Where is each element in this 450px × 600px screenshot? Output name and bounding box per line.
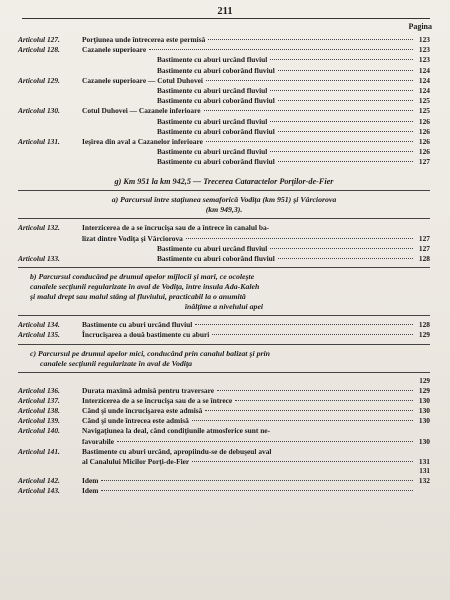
entry-text: Interzicerea de a se încrucişa sau de a se întrece xyxy=(82,395,233,405)
toc-entry xyxy=(18,406,430,416)
entry-page: 124 xyxy=(418,85,430,95)
leader-dots xyxy=(186,238,413,239)
leader-dots xyxy=(117,441,413,442)
article-label: Articolul 130. xyxy=(18,106,60,116)
section-divider xyxy=(18,344,430,345)
entry-page: 127 xyxy=(418,243,430,253)
lone-page-number: 129 xyxy=(419,376,430,385)
lone-page-number: 131 xyxy=(419,467,430,476)
entry-text: Bastimente cu aburi urcând, apropiindu-se de debuşeul aval xyxy=(82,446,272,456)
entry-text: Bastimente cu aburi urcând fluviul xyxy=(157,147,268,157)
entry-text: Încrucişarea a două bastimente cu aburi xyxy=(82,330,210,340)
toc-entries-c xyxy=(18,386,430,427)
toc-entry xyxy=(18,476,430,486)
entry-text: Cazanele superioare xyxy=(82,45,147,55)
leader-dots xyxy=(217,390,413,391)
section-b-heading-line1: b) Parcursul conducând pe drumul apelor mijlocii şi mari, ce ocoleşte xyxy=(30,272,255,282)
article-label: Articolul 137. xyxy=(18,395,60,405)
entry-text: Bastimente cu aburi coborând fluviul xyxy=(157,65,275,75)
entry-text: Idem xyxy=(82,486,99,496)
toc-entry xyxy=(18,244,430,254)
leader-dots xyxy=(204,110,413,111)
toc-entry xyxy=(18,486,430,496)
entry-page: 123 xyxy=(418,55,430,65)
entry-text: Ieşirea din aval a Cazanelor inferioare xyxy=(82,136,203,146)
toc-entry xyxy=(18,416,430,426)
leader-dots xyxy=(192,461,413,462)
entry-page: 130 xyxy=(418,395,430,405)
page-number: 211 xyxy=(217,6,233,17)
entry-page: 126 xyxy=(418,136,430,146)
toc-entry xyxy=(18,35,430,45)
toc-entry xyxy=(18,330,430,340)
entry-page: 125 xyxy=(418,106,430,116)
entry-page: 129 xyxy=(418,330,430,340)
entry-text: Interzicerea de a se încrucişa sau de a întrece în canalul ba- xyxy=(82,223,270,233)
entry-text: Bastimente cu aburi urcând fluviul xyxy=(82,320,193,330)
toc-entry-article-140 xyxy=(18,426,430,436)
entry-text: Bastimente cu aburi urcând fluviul xyxy=(157,85,268,95)
entry-text: Bastimente cu aburi coborând fluviul xyxy=(157,157,275,167)
entry-page: 123 xyxy=(418,45,430,55)
leader-dots xyxy=(270,121,413,122)
section-b-heading-line4: înălţime a nivelului apei xyxy=(184,302,264,312)
section-c-heading-line1: c) Parcursul pe drumul apelor mici, conducând prin canalul balizat şi prin xyxy=(30,348,271,358)
toc-entry xyxy=(18,396,430,406)
entry-page: 131 xyxy=(418,456,430,466)
entry-text: Bastimente cu aburi urcând fluviul xyxy=(157,243,268,253)
article-label: Articolul 128. xyxy=(18,45,60,55)
entry-page: 126 xyxy=(418,116,430,126)
toc-entry-article-132 xyxy=(18,223,430,233)
toc-entry xyxy=(18,66,430,76)
entry-page: 128 xyxy=(418,254,430,263)
toc-entry xyxy=(18,137,430,147)
toc-entry xyxy=(18,76,430,86)
toc-entry xyxy=(18,45,430,55)
leader-dots xyxy=(278,258,413,259)
entry-text: al Canalului Micilor Porţi-de-Fier xyxy=(82,456,190,466)
entry-text: Bastimente cu aburi coborând fluviul xyxy=(157,96,275,106)
entry-page: 130 xyxy=(418,416,430,426)
leader-dots xyxy=(270,248,413,249)
article-label: Articolul 139. xyxy=(18,416,60,426)
entry-page: 127 xyxy=(418,233,430,243)
entry-text: lizat dintre Vodiţa şi Vârciorova xyxy=(82,233,183,243)
article-label: Articolul 132. xyxy=(18,223,60,233)
section-a-heading-line1: a) Parcursul între staţiunea semaforică Vodiţa (km 951) şi Vârciorova xyxy=(111,195,337,205)
leader-dots xyxy=(235,400,413,401)
article-label: Articolul 131. xyxy=(18,136,60,146)
toc-entry-article-140-cont xyxy=(18,437,430,447)
entry-text: Bastimente cu aburi urcând fluviul xyxy=(157,55,268,65)
entry-page: 125 xyxy=(418,96,430,106)
leader-dots xyxy=(195,324,413,325)
toc-entry xyxy=(18,157,430,167)
section-divider xyxy=(18,218,430,219)
leader-dots xyxy=(101,490,413,491)
toc-entry xyxy=(18,320,430,330)
section-b-heading-line3: şi malul drept sau malul stâng al fluviului, practicabil la o anumită xyxy=(30,292,246,302)
article-label: Articolul 138. xyxy=(18,405,60,415)
section-a-heading-line2: (km 949,3). xyxy=(205,205,243,215)
article-label: Articolul 141. xyxy=(18,446,60,456)
leader-dots xyxy=(270,151,413,152)
leader-dots xyxy=(101,480,413,481)
leader-dots xyxy=(278,100,413,101)
entry-page: 130 xyxy=(418,436,430,446)
toc-entry xyxy=(18,386,430,396)
section-b-heading-line2: canalele secţiunii regularizate în aval de Vodiţa, între insula Ada-Kaleh xyxy=(30,282,260,292)
article-label: Articolul 140. xyxy=(18,426,60,436)
toc-entries-end xyxy=(18,476,430,496)
toc-entries-top xyxy=(18,35,430,167)
toc-entry xyxy=(18,86,430,96)
toc-entries-b xyxy=(18,320,430,340)
toc-entry xyxy=(18,127,430,137)
column-header-pagina: Pagina xyxy=(408,22,432,31)
entry-text: Idem xyxy=(82,476,99,486)
entry-page: 130 xyxy=(418,405,430,415)
entry-text: Când şi unde întrecea este admisă xyxy=(82,416,189,426)
leader-dots xyxy=(206,80,413,81)
entry-page: 124 xyxy=(418,75,430,85)
entry-page: 123 xyxy=(418,35,430,44)
section-divider xyxy=(18,190,430,191)
header-rule xyxy=(22,18,430,19)
entry-text: Durata maximă admisă pentru traversare xyxy=(82,385,215,395)
article-label: Articolul 136. xyxy=(18,385,60,395)
section-g-heading: g) Km 951 la km 942,5 — Trecerea Cataractelor Porţilor-de-Fier xyxy=(114,177,334,187)
entry-page: 132 xyxy=(418,476,430,486)
toc-entry-article-141 xyxy=(18,447,430,457)
entry-text: Navigaţiunea la deal, când condiţiunile atmosferice sunt ne- xyxy=(82,426,271,436)
toc-entry xyxy=(18,254,430,264)
leader-dots xyxy=(270,59,413,60)
leader-dots xyxy=(149,49,413,50)
leader-dots xyxy=(192,420,413,421)
section-divider xyxy=(18,372,430,373)
entry-text: Bastimente cu aburi urcând fluviul xyxy=(157,116,268,126)
leader-dots xyxy=(212,334,413,335)
entry-text: Cazanele superioare — Cotul Duhovei xyxy=(82,75,203,85)
article-label: Articolul 143. xyxy=(18,486,60,496)
entry-page: 127 xyxy=(418,157,430,167)
section-divider xyxy=(18,315,430,316)
leader-dots xyxy=(205,410,413,411)
article-label: Articolul 127. xyxy=(18,35,60,44)
entry-page: 128 xyxy=(418,320,430,330)
leader-dots xyxy=(270,90,413,91)
toc-entries-a xyxy=(18,244,430,264)
section-c-heading-line2: canalele secţiunii regularizate în aval de Vodiţa xyxy=(40,358,193,368)
table-of-contents xyxy=(18,35,430,496)
toc-entry xyxy=(18,147,430,157)
toc-entry-article-141-cont xyxy=(18,457,430,467)
entry-page: 126 xyxy=(418,147,430,157)
leader-dots xyxy=(206,141,413,142)
article-label: Articolul 133. xyxy=(18,254,60,263)
toc-entry xyxy=(18,55,430,65)
leader-dots xyxy=(278,161,413,162)
entry-text: favorabile xyxy=(82,436,115,446)
entry-text: Cotul Duhovei — Cazanele inferioare xyxy=(82,106,201,116)
leader-dots xyxy=(278,131,413,132)
article-label: Articolul 135. xyxy=(18,330,60,340)
entry-page: 126 xyxy=(418,126,430,136)
toc-entry xyxy=(18,106,430,116)
leader-dots xyxy=(208,39,413,40)
article-label: Articolul 134. xyxy=(18,320,60,330)
entry-page: 124 xyxy=(418,65,430,75)
entry-text: Bastimente cu aburi coborând fluviul xyxy=(157,254,275,263)
entry-text: Porţiunea unde întrecerea este permisă xyxy=(82,35,206,44)
article-label: Articolul 142. xyxy=(18,476,60,486)
entry-page: 129 xyxy=(418,385,430,395)
entry-text: Când şi unde încrucişarea este admisă xyxy=(82,405,203,415)
article-label: Articolul 129. xyxy=(18,75,60,85)
leader-dots xyxy=(278,70,413,71)
section-divider xyxy=(18,267,430,268)
toc-entry xyxy=(18,96,430,106)
toc-entry xyxy=(18,117,430,127)
toc-entry-article-132-cont xyxy=(18,234,430,244)
entry-text: Bastimente cu aburi coborând fluviul xyxy=(157,126,275,136)
